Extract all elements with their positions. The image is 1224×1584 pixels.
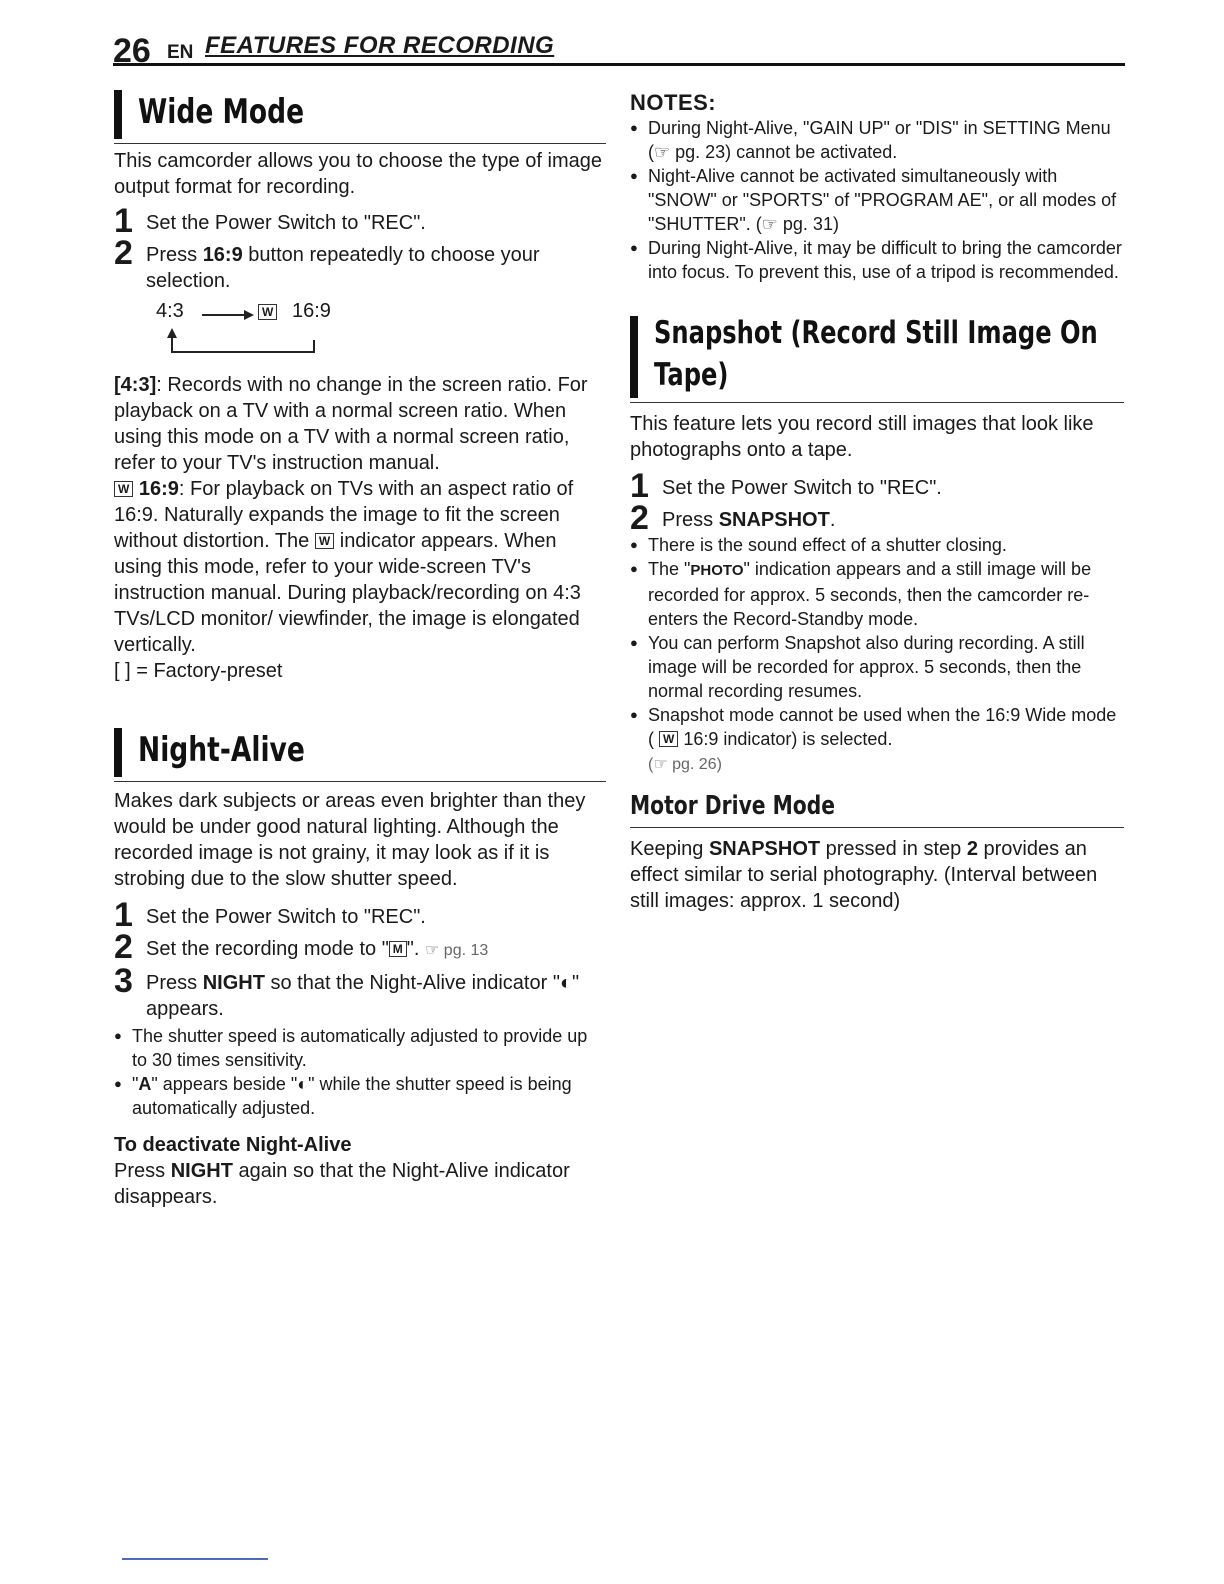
deactivate-text: Press NIGHT again so that the Night-Alive indicator disappears. (114, 1160, 570, 1208)
night-alive-heading: Night-Alive (114, 724, 606, 782)
page-number: 26 (113, 32, 151, 70)
wide-w-icon: W (258, 304, 277, 320)
wide-step-2: 2 Press 16:9 button repeatedly to choose your selection. (114, 234, 540, 292)
snapshot-heading: Snapshot (Record Still Image On Tape) (630, 312, 1124, 403)
night-bullet-2: ● "A" appears beside "◐" while the shutter speed is being automatically adjusted. (114, 1072, 606, 1120)
wide-step-1: 1 Set the Power Switch to "REC". (114, 202, 426, 240)
motor-drive-heading: Motor Drive Mode (630, 791, 1124, 828)
snapshot-bullet-4: ● Snapshot mode cannot be used when the 16:9 Wide mode ( W 16:9 indicator) is selected. (☞ pg. 26) (630, 703, 1124, 777)
wide-w-icon: W (315, 533, 334, 549)
night-alive-intro: Makes dark subjects or areas even brighter than they would be under good natural lighting. Although the recorded image is not grainy, it may look as if it is strobing due to the slow shutter speed. (114, 790, 586, 890)
night-step-1: 1 Set the Power Switch to "REC". (114, 896, 426, 934)
mode-169-description: W 16:9: For playback on TVs with an aspect ratio of 16:9. Naturally expands the image to fit the screen without distortion. The W indicator appears. When using this mode, refer to your wide-screen TV's instruction manual. During playback/recording on 4:3 TVs/LCD monitor/ viewfinder, the image is elongated vertically. (114, 478, 581, 656)
snapshot-step-2: 2 Press SNAPSHOT. (630, 499, 836, 537)
snapshot-bullet-2: ● The "PHOTO" indication appears and a still image will be recorded for approx. 5 seconds, then the camcorder re-enters the Record-Standby mode. (630, 557, 1124, 631)
night-step-2: 2 Set the recording mode to " M ". ☞ pg. 13 (114, 928, 489, 966)
arrow-right-icon (200, 308, 256, 322)
wide-mode-intro: This camcorder allows you to choose the type of image output format for recording. (114, 150, 603, 198)
return-arrow-icon (164, 326, 324, 356)
wide-mode-heading: Wide Mode (114, 86, 606, 144)
night-alive-icon: ◐ (559, 972, 573, 994)
night-step-3: 3 Press NIGHT so that the Night-Alive indicator "◐" appears. (114, 962, 580, 1020)
aspect-diagram (114, 298, 606, 362)
page-header (113, 30, 1125, 70)
right-column (630, 90, 1124, 914)
night-alive-icon: ◐ (297, 1074, 309, 1094)
left-column (114, 86, 606, 1210)
snapshot-bullet-3: ● You can perform Snapshot also during recording. A still image will be recorded for approx. 5 seconds, then the normal recording resumes. (630, 631, 1124, 703)
language-label: EN (167, 42, 194, 63)
diagram-43-label: 4:3 (156, 300, 184, 322)
notes-title: NOTES: (630, 90, 717, 115)
section-title: FEATURES FOR RECORDING (205, 32, 555, 59)
snapshot-intro: This feature lets you record still images that look like photographs onto a tape. (630, 413, 1094, 461)
footer-line (122, 1558, 268, 1560)
note-item: ● During Night-Alive, it may be difficult to bring the camcorder into focus. To prevent this, use of a tripod is recommended. (630, 236, 1124, 284)
manual-mode-icon: M (389, 941, 407, 957)
diagram-169-label: 16:9 (292, 300, 331, 322)
factory-preset-note: [ ] = Factory-preset (114, 660, 283, 682)
wide-w-icon: W (114, 481, 133, 497)
note-item: ● Night-Alive cannot be activated simultaneously with "SNOW" or "SPORTS" of "PROGRAM AE", or all modes of "SHUTTER". (☞ pg. 31) (630, 164, 1124, 236)
night-bullet-1: ● The shutter speed is automatically adjusted to provide up to 30 times sensitivity. (114, 1024, 606, 1072)
snapshot-bullet-1: ● There is the sound effect of a shutter closing. (630, 533, 1124, 557)
snapshot-step-1: 1 Set the Power Switch to "REC". (630, 467, 942, 505)
motor-drive-text: Keeping SNAPSHOT pressed in step 2 provides an effect similar to serial photography. (Interval between still images: approx. 1 second) (630, 838, 1098, 912)
note-item: ● During Night-Alive, "GAIN UP" or "DIS" in SETTING Menu (☞ pg. 23) cannot be activated. (630, 116, 1124, 164)
mode-43-description: [4:3]: Records with no change in the screen ratio. For playback on a TV with a normal screen ratio. When using this mode on a TV with a normal screen ratio, refer to your TV's instruction manual. (114, 374, 588, 474)
auto-indicator-icon: A (138, 1074, 152, 1094)
wide-w-icon: W (659, 731, 678, 747)
deactivate-heading: To deactivate Night-Alive (114, 1134, 352, 1156)
